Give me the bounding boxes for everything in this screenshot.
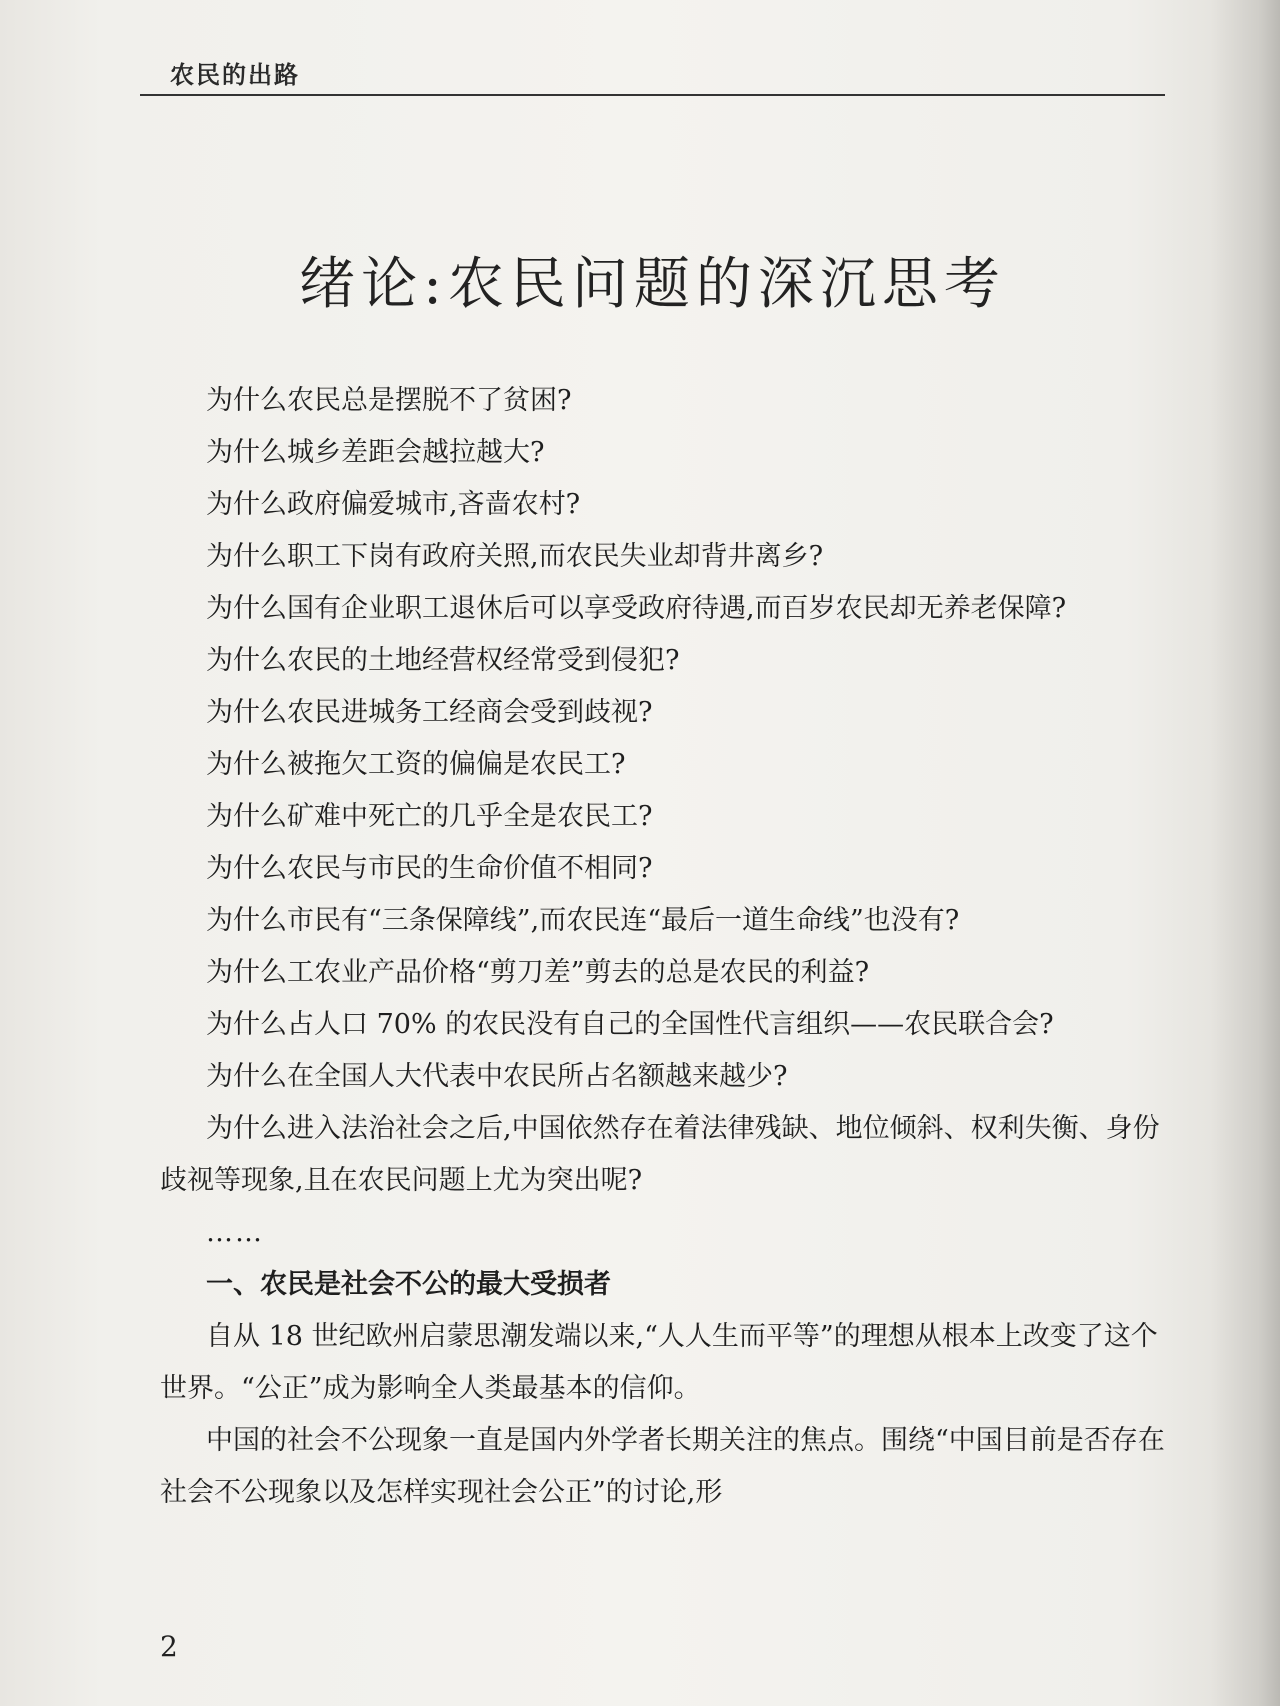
question-line: 为什么占人口 70% 的农民没有自己的全国性代言组织——农民联合会? bbox=[206, 1009, 1054, 1040]
chapter-title: 绪论:农民问题的深沉思考 bbox=[299, 252, 1006, 317]
running-head: 农民的出路 bbox=[170, 60, 300, 89]
section-heading: 一、农民是社会不公的最大受损者 bbox=[206, 1269, 611, 1300]
page-edge-shadow bbox=[1210, 0, 1280, 1706]
question-line: 为什么被拖欠工资的偏偏是农民工? bbox=[206, 749, 626, 780]
question-line: 为什么政府偏爱城市,吝啬农村? bbox=[206, 489, 581, 520]
body-paragraph: 自从 18 世纪欧州启蒙思潮发端以来,“人人生而平等”的理想从根本上改变了这个世界。“公正”成为影响全人类最基本的信仰。 bbox=[160, 1321, 1158, 1404]
question-line: 为什么矿难中死亡的几乎全是农民工? bbox=[206, 801, 653, 832]
ellipsis: …… bbox=[206, 1217, 264, 1248]
question-line: 为什么市民有“三条保障线”,而农民连“最后一道生命线”也没有? bbox=[206, 905, 960, 936]
question-line: 为什么职工下岗有政府关照,而农民失业却背井离乡? bbox=[206, 541, 824, 572]
question-line: 为什么农民的土地经营权经常受到侵犯? bbox=[206, 645, 680, 676]
header-rule bbox=[140, 94, 1165, 96]
question-line: 为什么工农业产品价格“剪刀差”剪去的总是农民的利益? bbox=[206, 957, 870, 988]
question-line: 为什么农民与市民的生命价值不相同? bbox=[206, 853, 653, 884]
page-number: 2 bbox=[160, 1630, 178, 1663]
question-line: 为什么国有企业职工退休后可以享受政府待遇,而百岁农民却无养老保障? bbox=[206, 593, 1067, 624]
question-line: 为什么农民进城务工经商会受到歧视? bbox=[206, 697, 653, 728]
question-line: 为什么进入法治社会之后,中国依然存在着法律残缺、地位倾斜、权利失衡、身份歧视等现象,且在农民问题上尤为突出呢? bbox=[160, 1113, 1160, 1196]
body-paragraph: 中国的社会不公现象一直是国内外学者长期关注的焦点。围绕“中国目前是否存在社会不公现象以及怎样实现社会公正”的讨论,形 bbox=[160, 1425, 1165, 1508]
question-line: 为什么农民总是摆脱不了贫困? bbox=[206, 385, 572, 416]
question-line: 为什么城乡差距会越拉越大? bbox=[206, 437, 545, 468]
page-body bbox=[160, 375, 1170, 1519]
question-line: 为什么在全国人大代表中农民所占名额越来越少? bbox=[206, 1061, 788, 1092]
